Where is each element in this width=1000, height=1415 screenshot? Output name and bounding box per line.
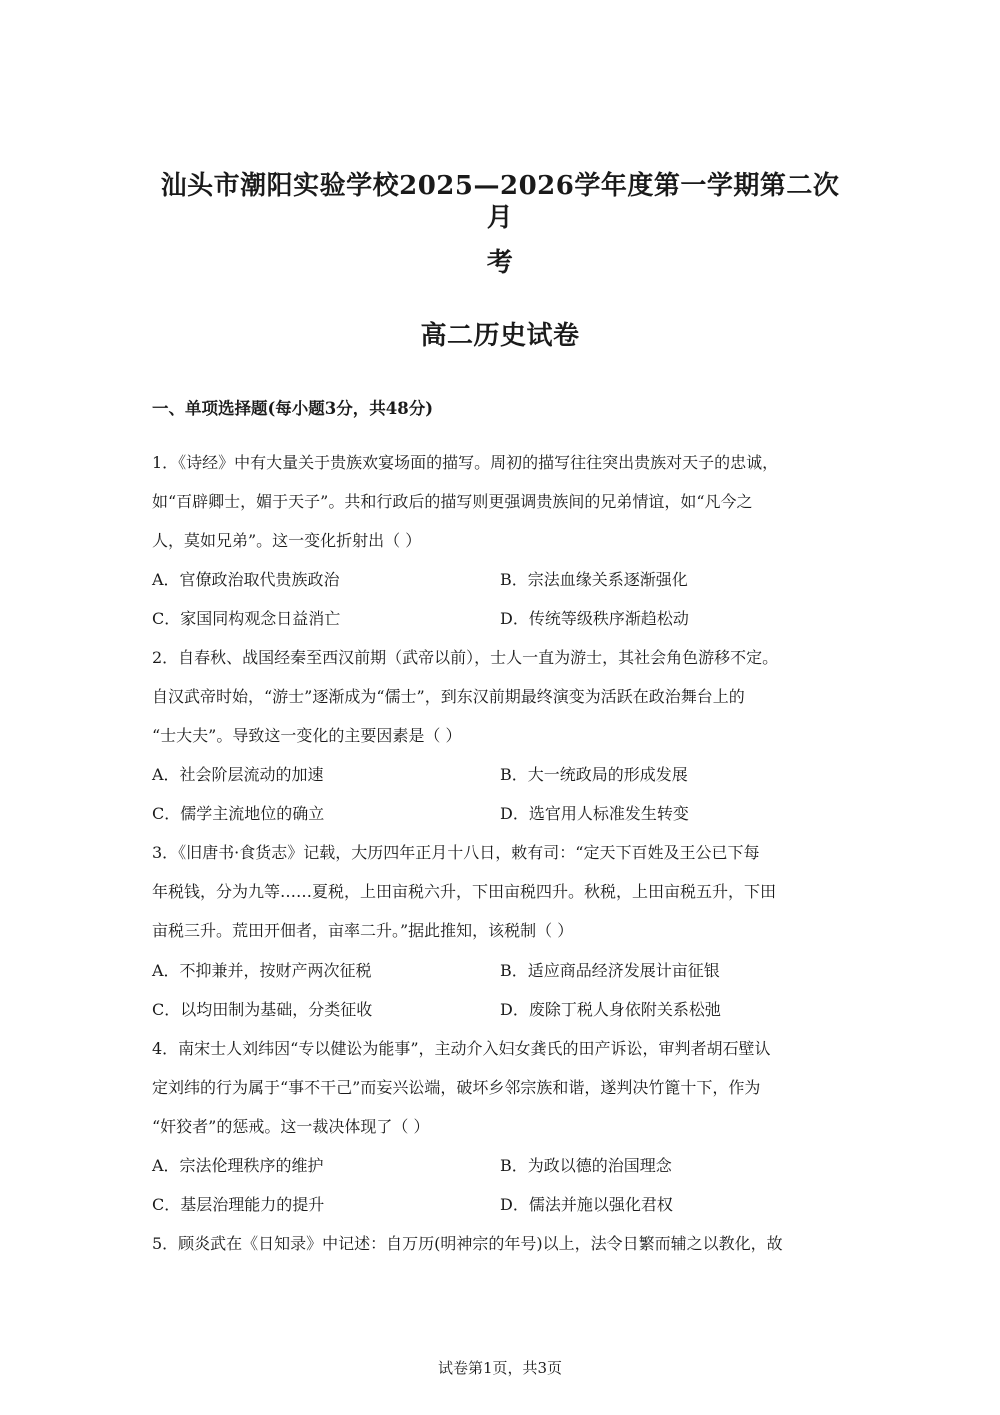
question-5-line-1: 5．顾炎武在《日知录》中记述：自万历(明神宗的年号)以上，法令日繁而辅之以教化，故: [152, 1234, 783, 1253]
question-3-line-2: 年税钱，分为九等……夏税，上田亩税六升，下田亩税四升。秋税，上田亩税五升，下田: [152, 882, 777, 901]
question-4-line-3: “奸狡者”的惩戒。这一裁决体现了（ ）: [152, 1117, 430, 1136]
question-2-line-1: 2．自春秋、战国经秦至西汉前期（武帝以前），士人一直为游士，其社会角色游移不定。: [152, 648, 779, 667]
question-3-option-d[interactable]: D．废除丁税人身依附关系松弛: [500, 1000, 721, 1019]
exam-subtitle: 高二历史试卷: [420, 321, 580, 351]
question-3-option-c[interactable]: C．以均田制为基础，分类征收: [152, 1000, 373, 1019]
section-heading: 一、单项选择题(每小题3分，共48分): [152, 399, 434, 418]
question-1-option-b[interactable]: B．宗法血缘关系逐渐强化: [500, 570, 688, 589]
question-4-option-b[interactable]: B．为政以德的治国理念: [500, 1156, 672, 1175]
question-2-option-b[interactable]: B．大一统政局的形成发展: [500, 765, 688, 784]
question-1-line-1: 1．《诗经》中有大量关于贵族欢宴场面的描写。周初的描写往往突出贵族对天子的忠诚，: [152, 453, 779, 472]
question-4-line-2: 定刘纬的行为属于“事不干己”而妄兴讼端，破坏乡邻宗族和谐，遂判决竹篦十下，作为: [152, 1078, 761, 1097]
question-1-option-a[interactable]: A．官僚政治取代贵族政治: [152, 570, 340, 589]
question-2-option-d[interactable]: D．选官用人标准发生转变: [500, 804, 689, 823]
question-2-line-3: “士大夫”。导致这一变化的主要因素是（ ）: [152, 726, 462, 745]
question-4-option-d[interactable]: D．儒法并施以强化君权: [500, 1195, 673, 1214]
exam-title-line1: 汕头市潮阳实验学校2025—2026学年度第一学期第二次月: [160, 171, 840, 233]
question-1-line-3: 人，莫如兄弟”。这一变化折射出（ ）: [152, 531, 422, 550]
question-1-option-c[interactable]: C．家国同构观念日益消亡: [152, 609, 341, 628]
question-3-line-3: 亩税三升。荒田开佃者，亩率二升。”据此推知，该税制（ ）: [152, 921, 574, 940]
question-2-line-2: 自汉武帝时始，“游士”逐渐成为“儒士”，到东汉前期最终演变为活跃在政治舞台上的: [152, 687, 745, 706]
question-1-line-2: 如“百辟卿士，媚于天子”。共和行政后的描写则更强调贵族间的兄弟情谊，如“凡今之: [152, 492, 753, 511]
question-4-option-c[interactable]: C．基层治理能力的提升: [152, 1195, 325, 1214]
question-4-line-1: 4．南宋士人刘纬因“专以健讼为能事”，主动介入妇女龚氏的田产诉讼，审判者胡石壁认: [152, 1039, 771, 1058]
exam-title-line2: 考: [486, 248, 514, 278]
question-1-option-d[interactable]: D．传统等级秩序渐趋松动: [500, 609, 689, 628]
question-3-option-a[interactable]: A．不抑兼并，按财产两次征税: [152, 961, 372, 980]
page-footer: 试卷第1页，共3页: [437, 1359, 563, 1377]
question-4-option-a[interactable]: A．宗法伦理秩序的维护: [152, 1156, 324, 1175]
question-3-option-b[interactable]: B．适应商品经济发展计亩征银: [500, 961, 720, 980]
question-2-option-a[interactable]: A．社会阶层流动的加速: [152, 765, 324, 784]
question-3-line-1: 3．《旧唐书·食货志》记载，大历四年正月十八日，敕有司：“定天下百姓及王公已下每: [152, 843, 760, 862]
question-2-option-c[interactable]: C．儒学主流地位的确立: [152, 804, 325, 823]
